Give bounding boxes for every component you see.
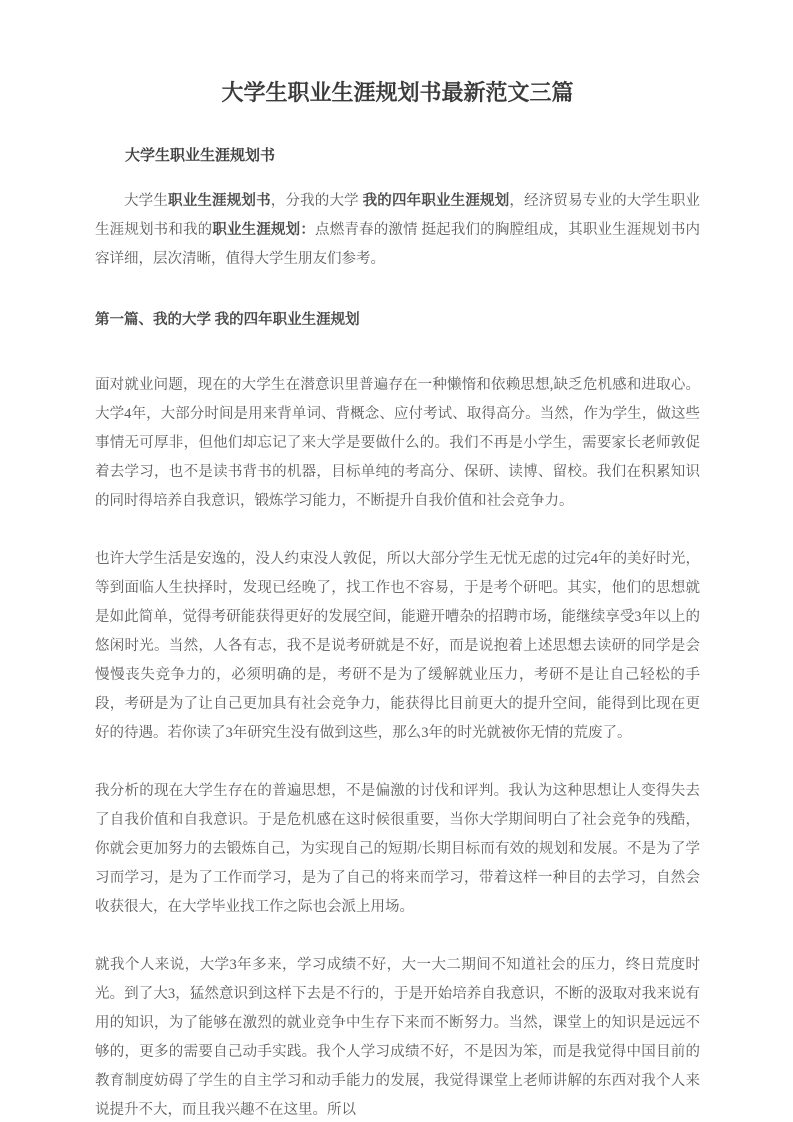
section-heading: 第一篇、我的大学 我的四年职业生涯规划: [95, 312, 360, 328]
body-paragraph: 面对就业问题，现在的大学生在潜意识里普遍存在一种懒惰和依赖思想,缺乏危机感和进取心。大学4年，大部分时间是用来背单词、背概念、应付考试、取得高分。当然，作为学生，做这些事情无可厚非，但他们却忘记了来大学是要做什么的。我们不再是小学生，需要家长老师敦促着去学习，也不是读书背书的机器，目标单纯的考高分、保研、读博、留校。我们在积累知识的同时得培养自我意识，锻炼学习能力，不断提升自我价值和社会竞争力。: [95, 377, 700, 509]
paragraph-list: [95, 371, 700, 1122]
intro-segment-bold: 职业生涯规划：: [212, 222, 316, 238]
intro-segment: 点燃青春的激情 挺起我们的胸膛组成，其职业生涯规划书内容详细，层次清晰，值得大学生朋友们参考。: [95, 222, 701, 267]
intro-segment: 大学生: [124, 193, 169, 209]
intro-segment: ，分我的大学: [270, 193, 363, 209]
body-paragraph: 我分析的现在大学生存在的普遍思想，不是偏激的讨伐和评判。我认为这种思想让人变得失去了自我价值和自我意识。于是危机感在这时候很重要，当你大学期间明白了社会竞争的残酷，你就会更加努力的去锻炼自己，为实现自己的短期/长期目标而有效的规划和发展。不是为了学习而学习，是为了工作而学习，是为了自己的将来而学习，带着这样一种目的去学习，自然会收获很大，在大学毕业找工作之际也会派上用场。: [95, 783, 700, 915]
intro-segment-bold: 职业生涯规划书: [168, 193, 271, 209]
intro-segment: ，经济贸易专业的大学生职业生涯规划书和我的: [95, 193, 701, 238]
document-subheading: 大学生职业生涯规划书: [125, 148, 276, 164]
body-paragraph: 就我个人来说，大学3年多来，学习成绩不好，大一大二期间不知道社会的压力，终日荒度时光。到了大3，猛然意识到这样下去是不行的，于是开始培养自我意识，不断的汲取对我来说有用的知识，为了能够在激烈的就业竞争中生存下来而不断努力。当然，课堂上的知识是远远不够的，更多的需要自己动手实践。我个人学习成绩不好，不是因为笨，而是我觉得中国目前的教育制度妨碍了学生的自主学习和动手能力的发展，我觉得课堂上老师讲解的东西对我个人来说提升不大，而且我兴趣不在这里。所以: [95, 957, 700, 1118]
document-title: 大学生职业生涯规划书最新范文三篇: [221, 80, 574, 105]
intro-segment-bold: 我的四年职业生涯规划: [362, 193, 510, 209]
body-paragraph: 也许大学生活是安逸的，没人约束没人敦促，所以大部分学生无忧无虑的过完4年的美好时光，等到面临人生抉择时，发现已经晚了，找工作也不容易，于是考个研吧。其实，他们的思想就是如此简单，觉得考研能获得更好的发展空间，能避开嘈杂的招聘市场，能继续享受3年以上的悠闲时光。当然，人各有志，我不是说考研就是不好，而是说抱着上述思想去读研的同学是会慢慢丧失竞争力的，必须明确的是，考研不是为了缓解就业压力，考研不是让自己轻松的手段，考研是为了让自己更加具有社会竞争力，能获得比目前更大的提升空间，能得到比现在更好的待遇。若你读了3年研究生没有做到这些，那么3年的时光就被你无情的荒废了。: [95, 551, 700, 741]
intro-paragraph: [95, 187, 700, 274]
